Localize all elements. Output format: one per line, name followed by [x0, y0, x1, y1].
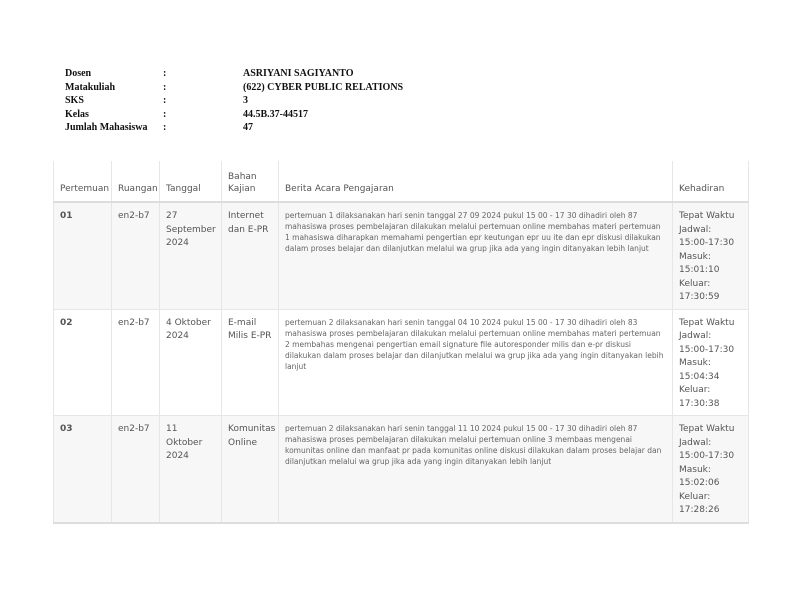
table-row	[54, 416, 749, 523]
info-colon: :	[163, 81, 167, 93]
attendance-table	[53, 161, 749, 524]
cell-kehadiran: Tepat Waktu Jadwal: 15:00-17:30 Masuk: 15:01:10 Keluar: 17:30:59	[673, 202, 749, 309]
cell-bahan-kajian: Komunitas Online	[222, 416, 279, 523]
cell-kehadiran: Tepat Waktu Jadwal: 15:00-17:30 Masuk: 15:04:34 Keluar: 17:30:38	[673, 309, 749, 416]
cell-pertemuan: 01	[54, 202, 112, 309]
cell-bahan-kajian: E-mail Milis E-PR	[222, 309, 279, 416]
cell-pertemuan: 03	[54, 416, 112, 523]
info-value: ASRIYANI SAGIYANTO	[243, 68, 354, 79]
info-label: Dosen	[65, 68, 92, 79]
header-kehadiran: Kehadiran	[673, 161, 749, 202]
header-tanggal: Tanggal	[160, 161, 222, 202]
info-label: SKS	[65, 95, 84, 106]
header-pertemuan: Pertemuan	[54, 161, 112, 202]
info-value: 44.5B.37-44517	[243, 108, 308, 120]
info-label: Matakuliah	[65, 81, 116, 93]
info-colon: :	[163, 108, 167, 120]
cell-kehadiran: Tepat Waktu Jadwal: 15:00-17:30 Masuk: 15:02:06 Keluar: 17:28:26	[673, 416, 749, 523]
info-colon: :	[163, 95, 167, 106]
cell-ruangan: en2-b7	[112, 416, 160, 523]
cell-tanggal: 27 September 2024	[160, 202, 222, 309]
header-bahan-kajian: Bahan Kajian	[222, 161, 279, 202]
info-value: (622) CYBER PUBLIC RELATIONS	[243, 81, 404, 93]
cell-bahan-kajian: Internet dan E-PR	[222, 202, 279, 309]
table-row	[54, 202, 749, 309]
cell-tanggal: 11 Oktober 2024	[160, 416, 222, 523]
attendance-table-wrapper	[53, 161, 748, 524]
header-berita-acara: Berita Acara Pengajaran	[279, 161, 673, 202]
header-ruangan: Ruangan	[112, 161, 160, 202]
info-label: Jumlah Mahasiswa	[65, 122, 148, 133]
info-colon: :	[163, 68, 167, 79]
info-value: 3	[243, 95, 248, 106]
cell-berita-acara: pertemuan 1 dilaksanakan hari senin tanggal 27 09 2024 pukul 15 00 - 17 30 dihadiri oleh 87 mahasiswa proses pembelajaran dilakukan melalui pertemuan online membahas materi pertemuan 1 mahasiswa diharapkan memahami pengertian epr keutungan epr uu ite dan epr diskusi dilakukan dalam proses belajar dan dilanjutkan melalui wa grup jika ada yang ingin ditanyakan lebih lanjut	[279, 202, 673, 309]
cell-ruangan: en2-b7	[112, 309, 160, 416]
info-label: Kelas	[65, 108, 89, 120]
cell-tanggal: 4 Oktober 2024	[160, 309, 222, 416]
cell-pertemuan: 02	[54, 309, 112, 416]
table-header-row	[54, 161, 749, 202]
cell-ruangan: en2-b7	[112, 202, 160, 309]
cell-berita-acara: pertemuan 2 dilaksanakan hari senin tanggal 11 10 2024 pukul 15 00 - 17 30 dihadiri oleh 87 mahasiswa proses pembelajaran dilakukan melalui pertemuan online 3 membaas mengenai komunitas online dan manfaat pr pada komunitas online diskusi dilakukan dalam proses belajar dan dilanjutkan melalui wa grup jika ada yang ingin ditanyakan lebih lanjut	[279, 416, 673, 523]
info-colon: :	[163, 122, 167, 133]
info-value: 47	[243, 122, 253, 133]
cell-berita-acara: pertemuan 2 dilaksanakan hari senin tanggal 04 10 2024 pukul 15 00 - 17 30 dihadiri oleh 83 mahasiswa proses pembelajaran dilakukan melalui pertemuan online membahas materi pertemuan 2 membahas mengenai pengertian email signature file autoresponder milis dan e-pr diskusi dilakukan dalam proses belajar dan dilanjutkan melalui wa grup jika ada yang ingin ditanyakan lebih lanjut	[279, 309, 673, 416]
table-row	[54, 309, 749, 416]
